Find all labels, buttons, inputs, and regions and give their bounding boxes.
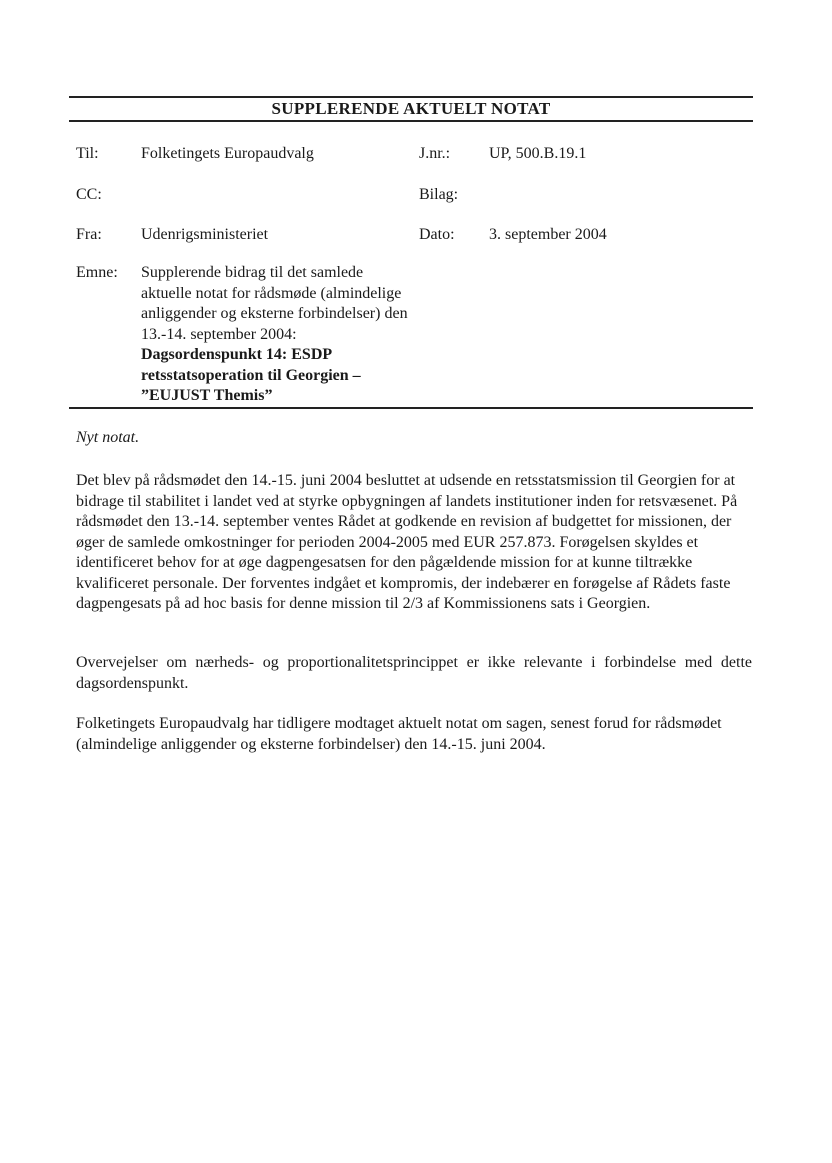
body-paragraph-3: Folketingets Europaudvalg har tidligere modtaget aktuelt notat om sagen, senest forud for rådsmødet (almindelige anliggender og eksterne forbindelser) den 14.-15. juni 2004. xyxy=(76,715,722,753)
date-label: Dato: xyxy=(419,226,455,243)
subject-plain-text: Supplerende bidrag til det samlede aktuelle notat for rådsmøde (almindelige anliggender og eksterne forbindelser) den 13.-14. september 2004: xyxy=(141,264,408,343)
cc-label: CC: xyxy=(76,186,102,203)
from-value: Udenrigsministeriet xyxy=(141,226,269,243)
from-label: Fra: xyxy=(76,226,102,243)
title-rule xyxy=(69,120,753,122)
document-title: SUPPLERENDE AKTUELT NOTAT xyxy=(271,99,551,118)
jnr-label: J.nr.: xyxy=(419,145,451,162)
to-value: Folketingets Europaudvalg xyxy=(141,145,314,162)
header-bottom-rule xyxy=(69,407,753,409)
subject-bold-text: Dagsordenspunkt 14: ESDP retsstatsoperation til Georgien – ”EUJUST Themis” xyxy=(141,346,361,404)
note-status: Nyt notat. xyxy=(76,429,140,446)
subject-label: Emne: xyxy=(76,264,118,281)
body-paragraph-1: Det blev på rådsmødet den 14.-15. juni 2004 besluttet at udsende en retsstatsmission til Georgien for at bidrage til stabilitet i landet ved at styrke opbygningen af landets institutioner inden for retsvæsenet. På rådsmødet den 13.-14. september ventes Rådet at godkende en revision af budgettet for missionen, der øger de samlede omkostninger for perioden 2004-2005 med EUR 257.873. Forøgelsen skyldes et identificeret behov for at øge dagpengesatsen for den pågældende mission for at kunne tiltrække kvalificeret personale. Der forventes indgået et kompromis, der indebærer en forøgelse af Rådets faste dagpengesats på ad hoc basis for denne mission til 2/3 af Kommissionens sats i Georgien. xyxy=(76,472,738,612)
top-rule xyxy=(69,96,753,98)
subject-value xyxy=(141,263,411,407)
jnr-value: UP, 500.B.19.1 xyxy=(489,145,587,162)
to-label: Til: xyxy=(76,145,99,162)
date-value: 3. september 2004 xyxy=(489,226,607,243)
bilag-label: Bilag: xyxy=(419,186,459,203)
body-paragraph-2: Overvejelser om nærheds- og proportionalitetsprincippet er ikke relevante i forbindelse med dette dagsordenspunkt. xyxy=(76,654,752,692)
